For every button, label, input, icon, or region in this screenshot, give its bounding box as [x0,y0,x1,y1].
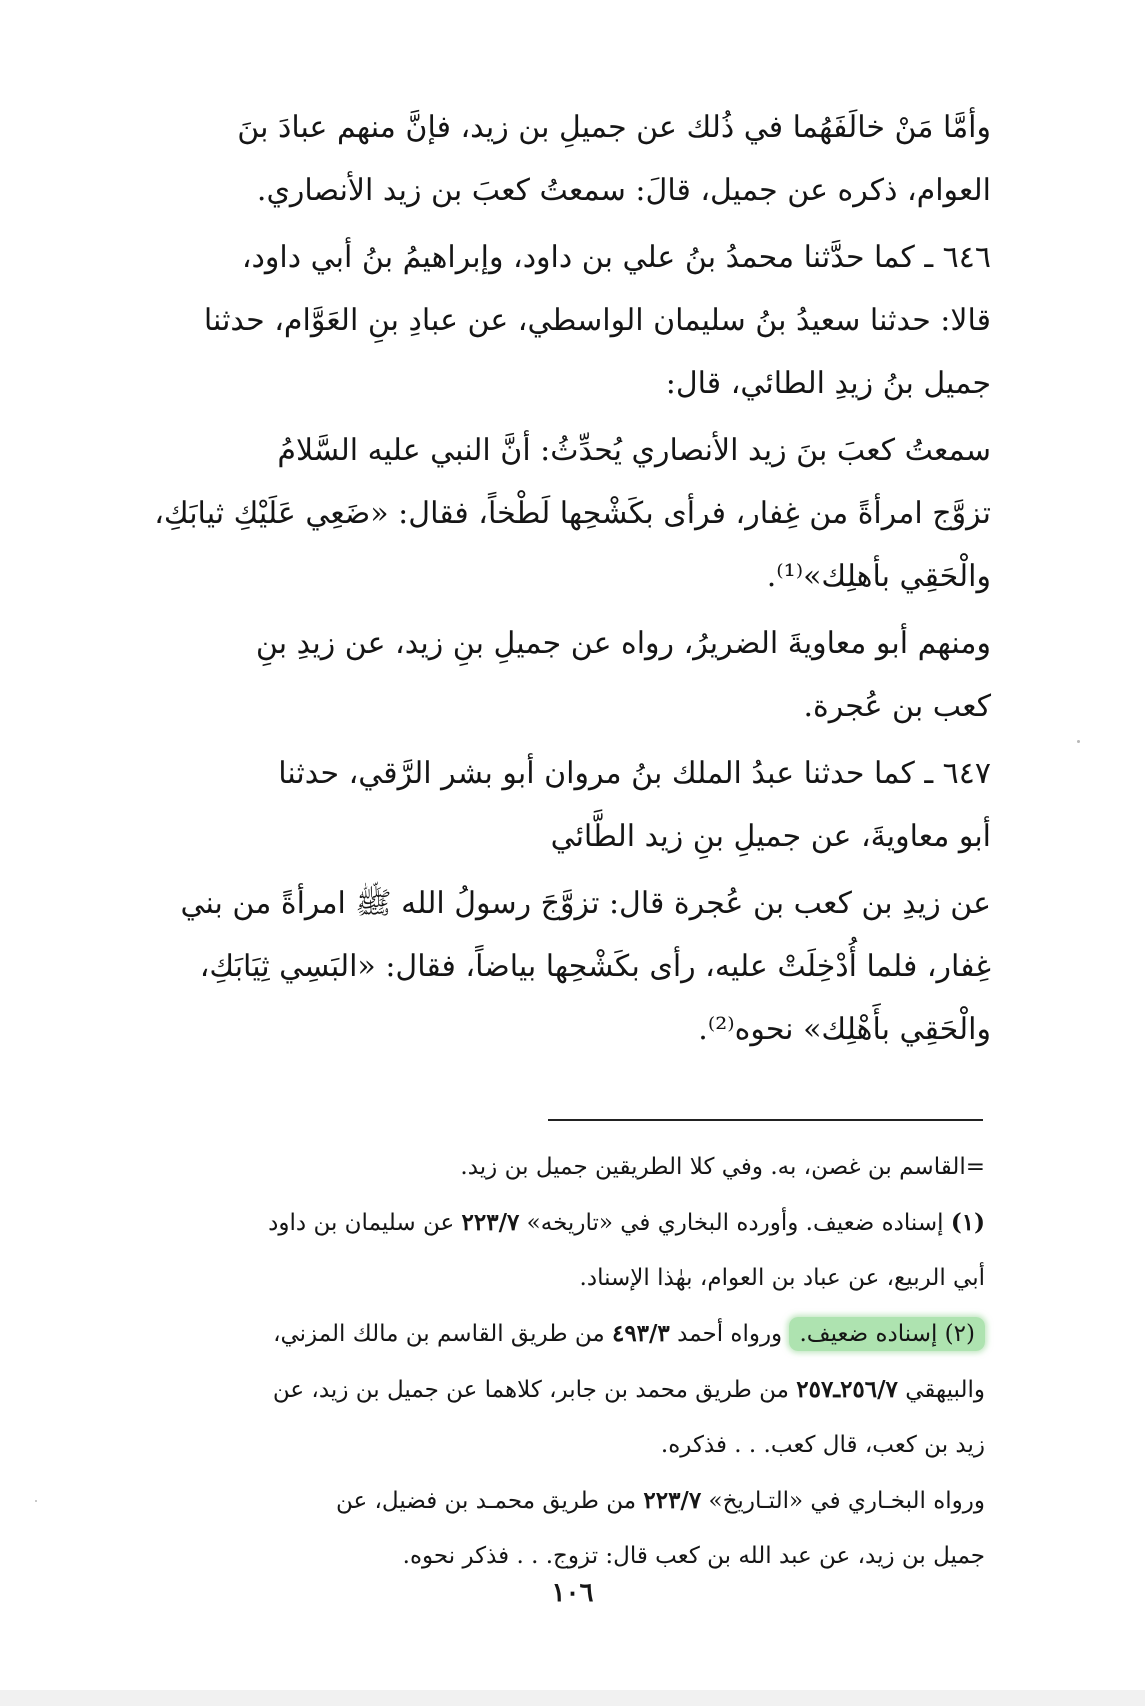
footnote-divider [548,1119,983,1121]
footnote-2-line-4 [100,1473,985,1529]
page-number: ١٠٦ [551,1578,594,1608]
main-text [108,96,991,1061]
text-line: قالا: حدثنا سعيدُ بنُ سليمان الواسطي، عن عبادِ بنِ العَوَّام، حدثنا [203,303,991,338]
hadith-646 [108,226,991,415]
text-line: جميل بنُ زيدِ الطائي، قال: [665,366,991,401]
footnote-text: عن سليمان بن داود [268,1210,462,1236]
footnote-text: إسناده ضعيف. وأورده البخاري في «تاريخه» [519,1210,951,1236]
highlighted-text[interactable]: (٢) إسناده ضعيف. [789,1317,985,1351]
text-line: غِفار، فلما أُدْخِلَتْ عليه، رأى بكَشْحِها بياضاً، فقال: «البَسِي ثِيَابَكِ، [199,949,991,984]
paragraph-1 [108,96,991,222]
footnote-text: ورواه أحمد [669,1321,790,1347]
text-line: العوام، ذكره عن جميل، قالَ: سمعتُ كعبَ بن زيد الأنصاري. [256,173,991,208]
text-line: والْحَقِي بأَهْلِك» نحوه⁽²⁾. [698,1012,991,1047]
footnote-text: ورواه البخـاري في «التـاريخ» [701,1488,985,1514]
text-line: كعب بن عُجرة. [803,689,991,724]
paragraph-abu-muawiya [108,612,991,738]
footnote-marker: (١) [950,1209,985,1236]
footnote-text: من طريق محمد بن جابر، كلاهما عن جميل بن زيد، عن [272,1377,797,1403]
footnote-1-line-2: أبي الربيع، عن عباد بن العوام، بهٰذا الإسناد. [579,1265,985,1291]
text-line: أبو معاويةَ، عن جميلِ بنِ زيد الطَّائي [550,819,991,854]
footnotes [100,1140,985,1584]
footnote-text: من طريق القاسم بن مالك المزني، [273,1321,612,1347]
footnote-text: والبيهقي [897,1377,985,1403]
footnote-1 [100,1195,985,1251]
text-line: تزوَّج امرأةً من غِفار، فرأى بكَشْحِها لَطْخاً، فقال: «ضَعِي عَلَيْكِ ثيابَكِ، [154,496,991,531]
footnote-2-line-5: جميل بن زيد، عن عبد الله بن كعب قال: تزوج. . . فذكر نحوه. [402,1543,985,1569]
text-line: والْحَقِي بأهلِك»⁽¹⁾. [766,559,991,594]
text-line: ومنهم أبو معاويةَ الضريرُ، رواه عن جميلِ بنِ زيد، عن زيدِ بنِ [255,626,991,661]
footnote-reference: ٤٩٣/٣ [611,1320,670,1347]
footnote-reference: ٢٥٦/٧ـ٢٥٧ [796,1376,898,1403]
footnote-2 [100,1306,985,1362]
footnote-continuation: =القاسم بن غصن، به. وفي كلا الطريقين جميل بن زيد. [460,1154,985,1180]
hadith-647 [108,742,991,868]
footnote-2-line-2 [100,1362,985,1418]
text-line: ٦٤٦ ـ كما حدَّثنا محمدُ بنُ علي بن داود، وإبراهيمُ بنُ أبي داود، [241,240,991,275]
text-line: سمعتُ كعبَ بنَ زيد الأنصاري يُحدِّثُ: أنَّ النبي عليه السَّلامُ [277,433,991,468]
scan-edge [0,1690,1145,1706]
text-line: عن زيدِ بن كعب بن عُجرة قال: تزوَّجَ رسولُ الله ﷺ امرأةً من بني [180,886,991,921]
scan-speck [35,1500,37,1502]
text-line: وأمَّا مَنْ خالَفَهُما في ذُلك عن جميلِ بن زيد، فإنَّ منهم عبادَ بنَ [237,110,991,145]
hadith-646-matn [108,419,991,608]
footnote-2-line-3: زيد بن كعب، قال كعب. . . فذكره. [660,1432,985,1458]
footnote-reference: ٢٢٣/٧ [461,1209,520,1236]
scan-speck [1077,740,1080,743]
hadith-647-matn [108,872,991,1061]
footnote-text: من طريق محمـد بن فضيل، عن [335,1488,644,1514]
text-line: ٦٤٧ ـ كما حدثنا عبدُ الملك بنُ مروان أبو بشر الرَّقي، حدثنا [278,756,991,791]
footnote-reference: ٢٢٣/٧ [643,1487,702,1514]
